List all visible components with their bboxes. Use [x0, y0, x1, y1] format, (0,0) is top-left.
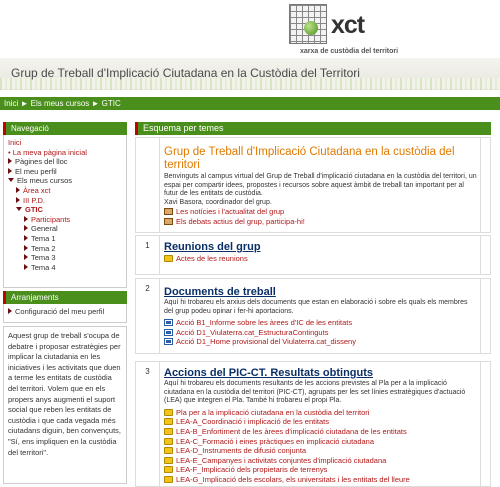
chevron-right-icon: [8, 158, 12, 164]
forum-icon: [164, 208, 173, 215]
section-title: Documents de treball: [164, 286, 276, 298]
resource-link[interactable]: Acció D1_Viulaterra.cat_EstructuraContinguts: [164, 328, 478, 338]
document-icon: [164, 319, 173, 326]
chevron-right-icon: [8, 168, 12, 174]
chevron-right-icon: [24, 254, 28, 260]
nav-item[interactable]: Inici: [8, 138, 22, 147]
breadcrumb-my-courses[interactable]: Els meus cursos: [30, 99, 90, 108]
breadcrumb-gtic[interactable]: GTIC: [101, 99, 121, 108]
document-icon: [164, 329, 173, 336]
folder-icon: [164, 466, 173, 473]
navigation-tree: [3, 135, 127, 288]
nav-item[interactable]: Tema 2: [8, 244, 122, 254]
section-number: 2: [136, 279, 160, 353]
chevron-right-icon: [24, 264, 28, 270]
topic-section-3: [135, 361, 491, 487]
resource-link[interactable]: LEA-E_Campanyes i activitats conjuntes d'implicació ciutadana: [164, 456, 478, 466]
course-description: Aquest grup de treball s'ocupa de debatre i proposar estratègies per implicar la ciutadania en les iniciatives i les activitats que duen a terme les entitats de custòdia del territori. Volem que en els propers anys augmenti el suport social que reben les entitats de custòdia i que cada vegada més ciutadans diguin, ben convençuts, "Sí, ens impliquen en la custòdia del territori".: [8, 331, 121, 457]
nav-item[interactable]: III P.D.: [8, 196, 122, 206]
folder-icon: [164, 418, 173, 425]
nav-item[interactable]: Participants: [8, 215, 122, 225]
resource-link[interactable]: Pla per a la implicació ciutadana en la custòdia del territori: [164, 408, 478, 418]
settings-block-title: Arranjaments: [3, 291, 127, 304]
chevron-down-icon: [16, 207, 22, 211]
resource-link[interactable]: LEA-F_Implicació dels propietaris de terrenys: [164, 465, 478, 475]
course-description-block: [3, 326, 127, 484]
chevron-right-icon: [16, 197, 20, 203]
topic-outline-heading: Esquema per temes: [135, 122, 491, 135]
nav-item[interactable]: Tema 3: [8, 253, 122, 263]
chevron-right-icon: [24, 235, 28, 241]
settings-list: [3, 304, 127, 323]
resource-link[interactable]: LEA-D_Instruments de difusió conjunta: [164, 446, 478, 456]
chevron-right-icon: [24, 225, 28, 231]
section-summary: Aquí hi trobareu els arxius dels documents que estan en elaboració i sobre els quals els membres del grup podeu opinar i fer-hi aportacions.: [164, 299, 468, 315]
nav-item[interactable]: Els meus cursos: [8, 176, 122, 186]
forum-icon: [164, 218, 173, 225]
settings-block: [3, 291, 127, 323]
breadcrumb-home[interactable]: Inici: [4, 99, 19, 108]
chevron-right-icon: [8, 308, 12, 314]
section-number: 3: [136, 362, 160, 486]
nav-item[interactable]: Tema 1: [8, 234, 122, 244]
nav-item[interactable]: Pàgines del lloc: [8, 157, 122, 167]
resource-link[interactable]: LEA-A_Coordinació i implicació de les entitats: [164, 417, 478, 427]
folder-icon: [164, 447, 173, 454]
intro-text: Benvinguts al campus virtual del Grup de Treball d'implicació ciutadana en la custòdia del territori, un espai per compartir idees, propostes i recursos sobre aquest àmbit de treball tan important per al futur de les entitats de custòdia.: [164, 173, 477, 198]
chevron-right-icon: [24, 245, 28, 251]
xct-logo[interactable]: [289, 4, 379, 50]
resource-link[interactable]: Acció B1_Informe sobre les àrees d'IC de les entitats: [164, 318, 478, 328]
folder-icon: [164, 409, 173, 416]
intro-section: [135, 137, 491, 233]
logo-text: xct: [331, 11, 365, 39]
resource-link[interactable]: Actes de les reunions: [164, 254, 478, 264]
resource-link[interactable]: LEA-C_Formació i eines pràctiques en implicació ciutadana: [164, 437, 478, 447]
nav-item[interactable]: Tema 4: [8, 263, 122, 273]
topic-section-1: [135, 235, 491, 275]
resource-link[interactable]: LEA-G_Implicació dels escolars, els universitats i les entitats del lleure: [164, 475, 478, 485]
folder-icon: [164, 438, 173, 445]
nav-item[interactable]: • La meva pàgina inicial: [8, 147, 87, 157]
folder-icon: [164, 476, 173, 483]
navigation-block: [3, 122, 127, 288]
section-title: Accions del PIC-CT. Resultats obtinguts: [164, 367, 374, 379]
document-icon: [164, 338, 173, 345]
logo-subtitle: xarxa de custòdia del territori: [300, 48, 399, 55]
cube-icon: [289, 4, 327, 44]
section-number: 1: [136, 236, 160, 274]
nav-item[interactable]: Àrea xct: [8, 186, 122, 196]
breadcrumb: Inici ► Els meus cursos ► GTIC: [4, 99, 121, 108]
resource-link[interactable]: Acció D1_Home provisional del Viulaterra.cat_disseny: [164, 337, 478, 347]
section-title: Reunions del grup: [164, 241, 261, 253]
news-forum-link[interactable]: Les notícies i l'actualitat del grup: [164, 207, 478, 217]
bullet-icon: •: [8, 147, 13, 157]
nav-item[interactable]: El meu perfil: [8, 167, 122, 177]
chevron-down-icon: [8, 178, 14, 182]
settings-item-profile[interactable]: Configuració del meu perfil: [8, 307, 122, 317]
folder-icon: [164, 255, 173, 262]
section-summary: Aquí hi trobareu els documents resultants de les accions previstes al Pla per a la implicació ciutadana en la custòdia del territori (PIC-CT), agrupats per les set línies estratègiques d'actuació (LEA) que integren el Pla. També hi trobareu el propi Pla.: [164, 380, 466, 405]
folder-icon: [164, 457, 173, 464]
navbar: [0, 97, 500, 110]
chevron-right-icon: [16, 187, 20, 193]
debates-forum-link[interactable]: Els debats actius del grup, participa-hi!: [164, 217, 478, 227]
navigation-block-title: Navegació: [3, 122, 127, 135]
nav-item[interactable]: GTIC: [8, 205, 122, 215]
resource-link[interactable]: LEA-B_Enfortiment de les àrees d'implicació ciutadana de les entitats: [164, 427, 478, 437]
site-title: Grup de Treball d'Implicació Ciutadana en la Custòdia del Territori: [11, 66, 360, 80]
nav-item[interactable]: General: [8, 224, 122, 234]
folder-icon: [164, 428, 173, 435]
intro-title: Grup de Treball d'Implicació Ciutadana en la custòdia del territori: [164, 146, 455, 171]
chevron-right-icon: [24, 216, 28, 222]
topic-section-2: [135, 278, 491, 354]
intro-signature: Xavi Basora, coordinador del grup.: [164, 198, 272, 206]
